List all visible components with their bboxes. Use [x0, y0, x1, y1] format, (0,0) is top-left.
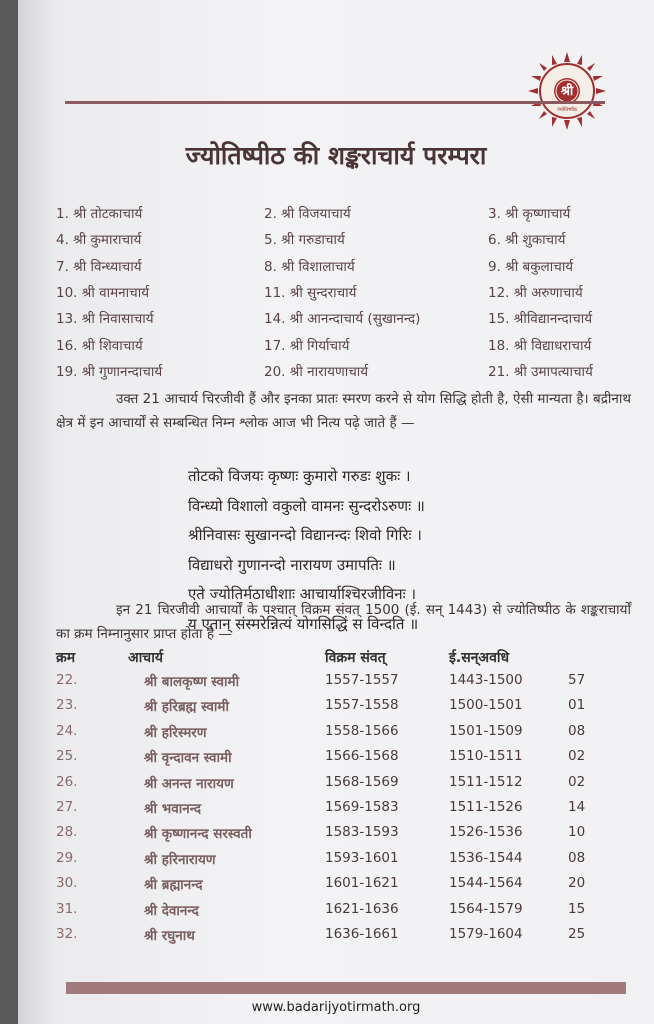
table-row [56, 926, 654, 951]
table-row [56, 697, 654, 722]
table-row [56, 850, 654, 875]
serial-cell: 24. [56, 722, 78, 739]
header-acharya: आचार्य [128, 650, 163, 666]
acharya-entry: 15. श्रीविद्यानन्दाचार्य [488, 311, 593, 328]
isan-period-cell: 1564-1579 [449, 900, 523, 917]
acharya-entry: 5. श्री गरुडाचार्य [264, 232, 345, 249]
duration-cell: 08 [568, 849, 586, 866]
footer-rule [66, 982, 626, 994]
duration-cell: 08 [568, 722, 586, 739]
acharya-row [56, 226, 654, 252]
serial-cell: 23. [56, 697, 78, 714]
acharya-name-cell: श्री अनन्त नारायण [144, 775, 234, 792]
shloka-line: य एतान् संस्मरेन्नित्यं योगसिद्धिं स विन्दति ॥ [188, 614, 419, 633]
acharya-entry: 6. श्री शुकाचार्य [488, 232, 566, 249]
intro-paragraph-text: उक्त 21 आचार्य चिरजीवी हैं और इनका प्रातः स्मरण करने से योग सिद्धि होती है, ऐसी मान्यता है। बद्रीनाथ क्षेत्र में इन आचार्यों से सम्बन्धित निम्न श्लोक आज भी नित्य पढ़े जाते हैं — [56, 391, 631, 431]
acharya-name-cell: श्री ब्रह्मानन्द [144, 877, 203, 894]
serial-cell: 30. [56, 875, 78, 892]
table-row [56, 799, 654, 824]
serial-cell: 31. [56, 900, 78, 917]
isan-period-cell: 1443-1500 [449, 672, 523, 688]
vikram-samvat-cell: 1621-1636 [325, 900, 399, 917]
shloka-line: श्रीनिवासः सुखानन्दो विद्यानन्दः शिवो गिरिः । [188, 526, 422, 544]
acharya-entry: 20. श्री नारायणाचार्य [264, 363, 369, 380]
acharya-entry: 18. श्री विद्याधराचार्य [488, 337, 592, 354]
acharya-row [56, 305, 654, 331]
header-isan-period: ई.सन्अवधि [449, 650, 510, 666]
table-row [56, 748, 654, 773]
acharya-entry: 14. श्री आनन्दाचार्य (सुखानन्द) [264, 311, 421, 328]
emblem-center-text: श्री [560, 84, 574, 99]
isan-period-cell: 1500-1501 [449, 697, 523, 714]
acharya-name-cell: श्री हरिनारायण [144, 851, 216, 868]
acharya-name-cell: श्री रघुनाथ [144, 927, 195, 944]
acharya-entry: 1. श्री तोटकाचार्य [56, 206, 143, 223]
vikram-samvat-cell: 1558-1566 [325, 722, 399, 739]
vikram-samvat-cell: 1568-1569 [325, 773, 399, 790]
acharya-entry: 8. श्री विशालाचार्य [264, 258, 355, 275]
shloka-line: विद्याधरो गुणानन्दो नारायण उमापतिः ॥ [188, 555, 396, 574]
table-row [56, 875, 654, 900]
isan-period-cell: 1510-1511 [449, 748, 523, 765]
acharya-name-cell: श्री देवानन्द [144, 902, 199, 919]
acharya-entry: 16. श्री शिवाचार्य [56, 337, 143, 354]
intro-paragraph [56, 387, 631, 435]
acharya-entry: 12. श्री अरुणाचार्य [488, 285, 583, 302]
vikram-samvat-cell: 1557-1557 [325, 672, 399, 688]
acharya-name-cell: श्री कृष्णानन्द सरस्वती [144, 826, 252, 843]
acharya-name-cell: श्री भवानन्द [144, 800, 202, 817]
lineage-table [56, 672, 654, 951]
acharya-row [56, 279, 654, 305]
duration-cell: 10 [568, 824, 586, 841]
vikram-samvat-cell: 1636-1661 [325, 925, 399, 942]
emblem-ring-text: ज्योतिष्पीठ [557, 107, 577, 113]
acharya-list [56, 200, 654, 384]
serial-cell: 29. [56, 849, 78, 866]
header-rule [65, 101, 605, 104]
isan-period-cell: 1579-1604 [449, 925, 523, 942]
book-page [18, 0, 654, 1024]
page-title: ज्योतिष्पीठ की शङ्कराचार्य परम्परा [185, 141, 487, 170]
peeth-emblem-icon [528, 52, 606, 130]
duration-cell: 01 [568, 697, 586, 714]
acharya-entry: 9. श्री बकुलाचार्य [488, 258, 574, 275]
vikram-samvat-cell: 1557-1558 [325, 697, 399, 714]
table-header [56, 648, 654, 672]
acharya-entry: 4. श्री कुमाराचार्य [56, 232, 142, 249]
acharya-entry: 19. श्री गुणानन्दाचार्य [56, 363, 163, 380]
serial-cell: 28. [56, 824, 78, 841]
shloka-line: एते ज्योतिर्मठाधीशाः आचार्याश्चिरजीविनः । [188, 585, 417, 603]
serial-cell: 22. [56, 672, 78, 688]
duration-cell: 20 [568, 875, 586, 892]
acharya-name-cell: श्री हरिब्रह्म स्वामी [144, 699, 229, 716]
serial-cell: 27. [56, 798, 78, 815]
header-vikram-samvat: विक्रम संवत् [325, 650, 386, 666]
website-url: www.badarijyotirmath.org [251, 1000, 421, 1015]
acharya-entry: 17. श्री गिर्याचार्य [264, 337, 350, 354]
duration-cell: 15 [568, 900, 586, 917]
table-row [56, 901, 654, 926]
acharya-row [56, 358, 654, 384]
acharya-entry: 13. श्री निवासाचार्य [56, 311, 154, 328]
table-row [56, 774, 654, 799]
serial-cell: 26. [56, 773, 78, 790]
table-row [56, 824, 654, 849]
acharya-entry: 11. श्री सुन्दराचार्य [264, 285, 357, 302]
acharya-entry: 2. श्री विजयाचार्य [264, 206, 351, 223]
serial-cell: 32. [56, 925, 78, 942]
acharya-entry: 10. श्री वामनाचार्य [56, 285, 150, 302]
lineage-paragraph [56, 598, 631, 646]
duration-cell: 25 [568, 925, 586, 942]
vikram-samvat-cell: 1601-1621 [325, 875, 399, 892]
acharya-row [56, 253, 654, 279]
vikram-samvat-cell: 1569-1583 [325, 798, 399, 815]
duration-cell: 57 [568, 672, 586, 688]
lineage-paragraph-text: इन 21 चिरजीवी आचार्यों के पश्चात् विक्रम संवत् 1500 (ई. सन् 1443) से ज्योतिष्पीठ के शङ्कराचार्यों का क्रम निम्नानुसार प्राप्त होता है — [56, 602, 631, 642]
isan-period-cell: 1501-1509 [449, 722, 523, 739]
shloka-line: विन्ध्यो विशालो वकुलो वामनः सुन्दरोऽरुणः ॥ [188, 496, 425, 515]
isan-period-cell: 1511-1512 [449, 773, 523, 790]
isan-period-cell: 1511-1526 [449, 798, 523, 815]
acharya-name-cell: श्री बालकृष्ण स्वामी [144, 674, 240, 690]
header-serial: क्रम [56, 650, 76, 666]
vikram-samvat-cell: 1593-1601 [325, 849, 399, 866]
isan-period-cell: 1544-1564 [449, 875, 523, 892]
vikram-samvat-cell: 1566-1568 [325, 748, 399, 765]
acharya-name-cell: श्री हरिस्मरण [144, 724, 207, 741]
acharya-entry: 7. श्री विन्ध्याचार्य [56, 258, 142, 275]
acharya-row [56, 331, 654, 357]
shloka-line: तोटको विजयः कृष्णः कुमारो गरुडः शुकः । [188, 467, 411, 485]
table-row [56, 672, 654, 697]
acharya-row [56, 200, 654, 226]
acharya-entry: 21. श्री उमापत्याचार्य [488, 363, 593, 380]
isan-period-cell: 1526-1536 [449, 824, 523, 841]
vikram-samvat-cell: 1583-1593 [325, 824, 399, 841]
acharya-entry: 3. श्री कृष्णाचार्य [488, 206, 571, 223]
duration-cell: 02 [568, 748, 586, 765]
isan-period-cell: 1536-1544 [449, 849, 523, 866]
duration-cell: 14 [568, 798, 586, 815]
serial-cell: 25. [56, 748, 78, 765]
acharya-name-cell: श्री वृन्दावन स्वामी [144, 750, 232, 767]
duration-cell: 02 [568, 773, 586, 790]
table-row [56, 723, 654, 748]
